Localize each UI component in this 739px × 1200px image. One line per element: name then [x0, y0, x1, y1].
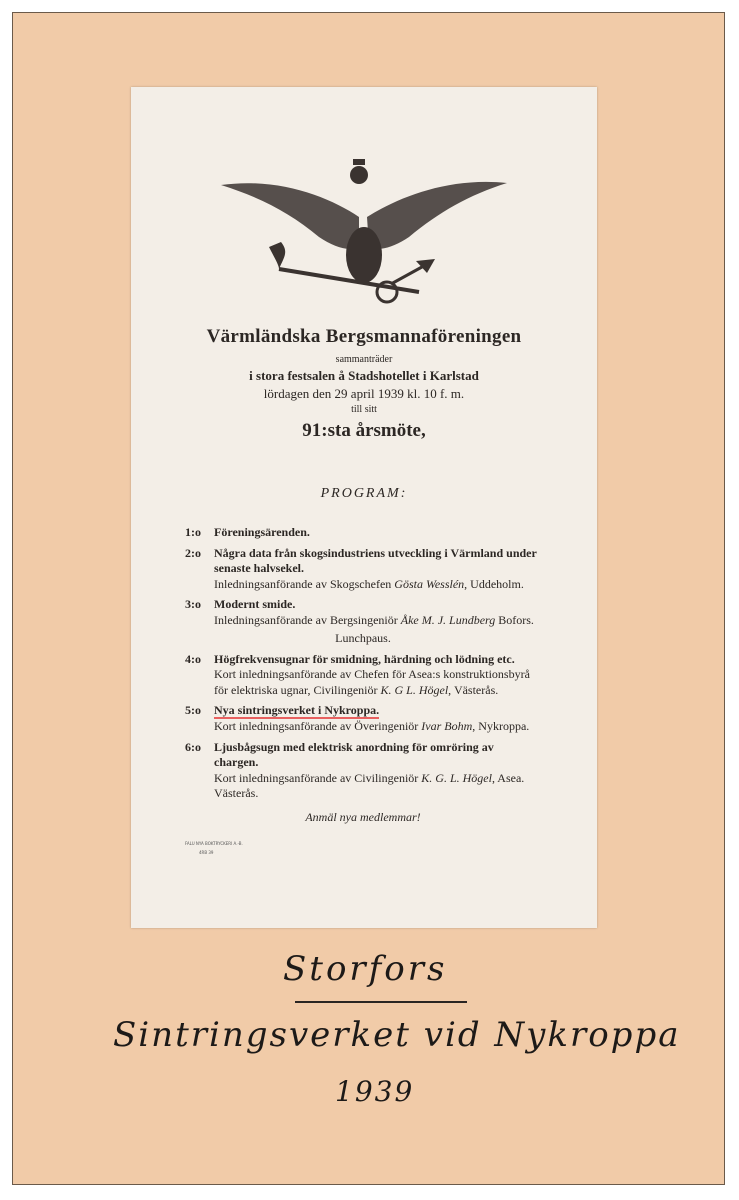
connector-line: till sitt	[351, 404, 377, 415]
program-item	[185, 703, 541, 735]
item-title: Några data från skogsindustriens utveckling i Värmland under senaste halvsekel.	[214, 545, 537, 575]
item-place: , Nykroppa.	[472, 719, 530, 733]
item-place: Bofors.	[495, 612, 534, 627]
program-sheet	[131, 87, 597, 928]
item-number: 3:o	[185, 597, 201, 611]
society-title: Värmländska Bergsmannaföreningen	[206, 326, 522, 347]
item-title: Högfrekvensugnar för smidning, härdning och lödning etc.	[214, 651, 515, 666]
item-intro: Inledningsanförande av Skogschefen	[214, 576, 395, 591]
item-number: 5:o	[185, 703, 201, 717]
printer-imprint	[185, 839, 541, 857]
item-title-underlined: Nya sintringsverket i Nykroppa.	[214, 703, 380, 717]
program-heading: PROGRAM:	[320, 486, 408, 501]
item-place: , Asea. Västerås.	[214, 770, 525, 800]
item-title: Modernt smide.	[214, 597, 296, 611]
program-item	[185, 652, 541, 699]
printer-code: 4RB 39	[199, 850, 214, 855]
item-intro: Inledningsanförande av Bergsingeniör	[214, 612, 401, 627]
meeting-title: 91:sta årsmöte,	[302, 420, 426, 441]
handwritten-subject: Sintringsverket vid Nykroppa	[113, 1015, 681, 1055]
subtitle-line: sammanträder	[335, 354, 393, 365]
item-speaker: K. G. L. Högel	[421, 770, 492, 785]
program-list	[185, 525, 541, 857]
item-title: Ljusbågsugn med elektrisk anordning för omröring av chargen.	[214, 739, 494, 769]
mount-board	[12, 12, 725, 1185]
venue-line: i stora festsalen å Stadshotellet i Karlstad	[249, 368, 479, 383]
item-speaker: Åke M. J. Lundberg	[400, 612, 496, 627]
program-item	[185, 740, 541, 802]
header-block	[131, 325, 597, 503]
item-number: 2:o	[185, 545, 201, 560]
item-intro: Kort inledningsanförande av Civilingeniör	[214, 770, 422, 785]
item-place: , Uddeholm.	[464, 576, 524, 591]
program-item	[185, 546, 541, 593]
handwritten-place: Storfors	[283, 949, 448, 989]
item-title: Föreningsärenden.	[214, 525, 310, 539]
item-number: 1:o	[185, 525, 201, 539]
item-speaker: Gösta Wesslén	[394, 576, 465, 591]
program-item	[185, 525, 541, 541]
item-speaker: K. G L. Högel	[380, 682, 449, 697]
item-intro: Kort inledningsanförande av Överingeniör	[214, 719, 422, 733]
item-number: 4:o	[185, 651, 201, 666]
closing-note: Anmäl nya medlemmar!	[305, 809, 421, 824]
item-number: 6:o	[185, 739, 201, 754]
printer-name: FALU NYA BOKTRYCKERI A.-B.	[185, 841, 243, 846]
item-speaker: Ivar Bohm	[421, 719, 473, 733]
eagle-emblem-icon	[219, 157, 509, 307]
item-intro: Kort inledningsanförande av Chefen för Asea:s konstruktionsbyrå för elektriska ugnar, Civilingeniör	[214, 667, 530, 697]
item-place: , Västerås.	[448, 682, 499, 697]
program-item	[185, 597, 541, 628]
lunch-break: Lunchpaus.	[335, 631, 391, 645]
handwritten-underline	[295, 1001, 467, 1003]
handwritten-year: 1939	[335, 1075, 415, 1108]
date-line: lördagen den 29 april 1939 kl. 10 f. m.	[263, 386, 465, 401]
